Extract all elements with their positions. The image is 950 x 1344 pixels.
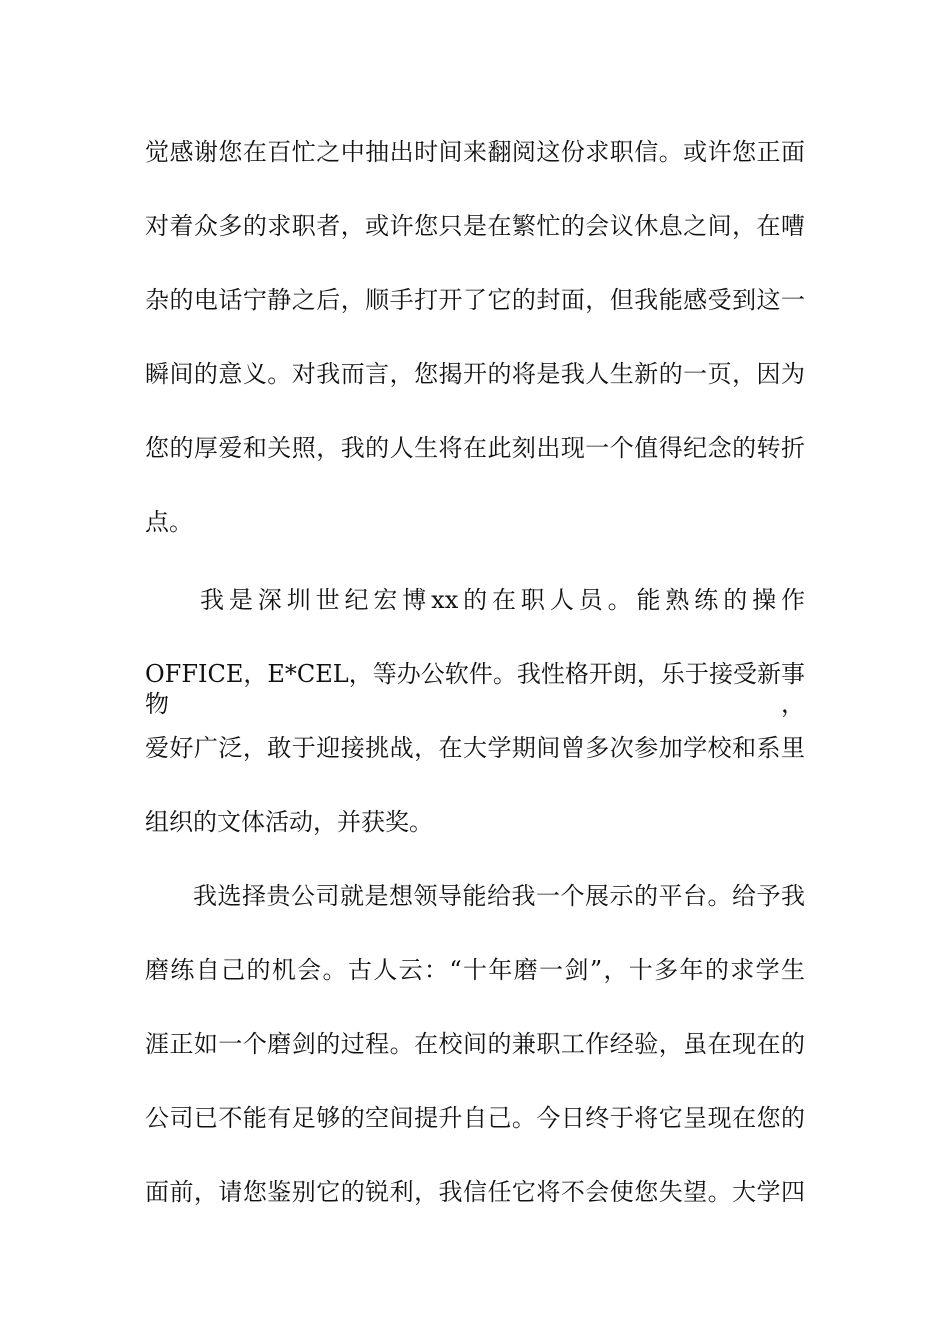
body-text-line: OFFICE，E*CEL，等办公软件。我性格开朗，乐于接受新事物， (145, 660, 805, 718)
paragraph-first-line: 我是深圳世纪宏博xx的在职人员。能熟练的操作 (200, 586, 805, 614)
body-text-line: 磨练自己的机会。古人云：“十年磨一剑”，十多年的求学生 (145, 956, 805, 984)
body-text-line: 点。 (145, 508, 193, 536)
body-text-line: 公司已不能有足够的空间提升自己。今日终于将它呈现在您的 (145, 1104, 805, 1132)
body-text-line: 觉感谢您在百忙之中抽出时间来翻阅这份求职信。或许您正面 (145, 138, 805, 166)
body-text-line: 您的厚爱和关照，我的人生将在此刻出现一个值得纪念的转折 (145, 434, 805, 462)
body-text-line: 瞬间的意义。对我而言，您揭开的将是我人生新的一页，因为 (145, 360, 805, 388)
body-text-line: 面前，请您鉴别它的锐利，我信任它将不会使您失望。大学四 (145, 1178, 805, 1206)
paragraph-first-line: 我选择贵公司就是想领导能给我一个展示的平台。给予我 (193, 882, 805, 910)
body-text-line: 涯正如一个磨剑的过程。在校间的兼职工作经验，虽在现在的 (145, 1030, 805, 1058)
body-text-line: 组织的文体活动，并获奖。 (145, 808, 433, 836)
body-text-line: 对着众多的求职者，或许您只是在繁忙的会议休息之间，在嘈 (145, 212, 805, 240)
body-text-line: 爱好广泛，敢于迎接挑战，在大学期间曾多次参加学校和系里 (145, 734, 805, 762)
body-text-line: 杂的电话宁静之后，顺手打开了它的封面，但我能感受到这一 (145, 286, 805, 314)
